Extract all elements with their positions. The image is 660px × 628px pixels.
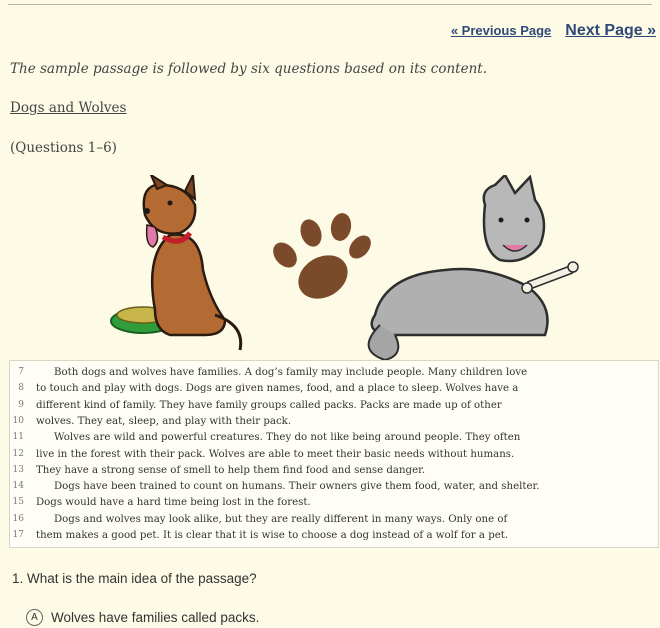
option-bubble[interactable]: A [26,609,43,626]
instructions-text: The sample passage is followed by six questions based on its content. [10,61,487,77]
line-number: 7 [18,367,24,377]
passage-title: Dogs and Wolves [10,100,127,116]
passage-line [10,495,658,511]
passage-line [10,512,658,528]
line-number: 10 [12,415,24,426]
line-number: 14 [12,481,24,492]
passage-box [9,360,659,548]
line-text: Dogs and wolves may look alike, but they are really different in many ways. Only one of [54,513,508,525]
question-text: 1. What is the main idea of the passage? [12,571,257,586]
dog-illustration [111,175,241,350]
line-number: 17 [12,530,24,540]
passage-line [10,479,658,495]
line-text: They have a strong sense of smell to help them find food and sense danger. [36,464,426,476]
line-text: different kind of family. They have family groups called packs. Packs are made up of other [36,399,502,411]
line-text: Wolves are wild and powerful creatures. They do not like being around people. They often [54,432,521,444]
previous-page-link[interactable]: « Previous Page [450,23,552,38]
passage-illustration [85,175,585,365]
passage-line [10,430,658,446]
question-range: (Questions 1–6) [10,140,117,156]
line-number: 13 [12,464,24,475]
line-text: Dogs have been trained to count on humans. Their owners give them food, water, and shelter. [54,481,540,493]
next-page-link[interactable]: Next Page » [565,22,656,39]
line-text: Both dogs and wolves have families. A dog’s family may include people. Many children love [54,367,528,378]
line-text: wolves. They eat, sleep, and play with their pack. [36,415,292,427]
line-number: 9 [18,399,24,410]
wolf-illustration [369,175,578,360]
line-number: 16 [12,513,24,524]
paw-print-icon [268,211,375,307]
passage-line [10,447,658,463]
top-divider [8,4,652,5]
passage-line [10,365,658,381]
passage-line [10,398,658,414]
line-text: live in the forest with their pack. Wolves are able to meet their basic needs without humans. [36,448,515,460]
line-number: 11 [12,432,24,443]
line-text: to touch and play with dogs. Dogs are given names, food, and a place to sleep. Wolves have a [36,383,519,395]
option-text: Wolves have families called packs. [51,610,260,625]
page-navigation [451,22,656,40]
answer-option-a[interactable] [26,609,259,626]
passage-line [10,381,658,397]
passage-line [10,463,658,479]
line-text: Dogs would have a hard time being lost in the forest. [36,497,311,509]
line-number: 8 [18,383,24,394]
line-number: 12 [12,448,24,459]
line-number: 15 [12,497,24,508]
line-text: them makes a good pet. It is clear that it is wise to choose a dog instead of a wolf for a pet. [36,530,509,541]
passage-line [10,414,658,430]
passage-line [10,528,658,544]
